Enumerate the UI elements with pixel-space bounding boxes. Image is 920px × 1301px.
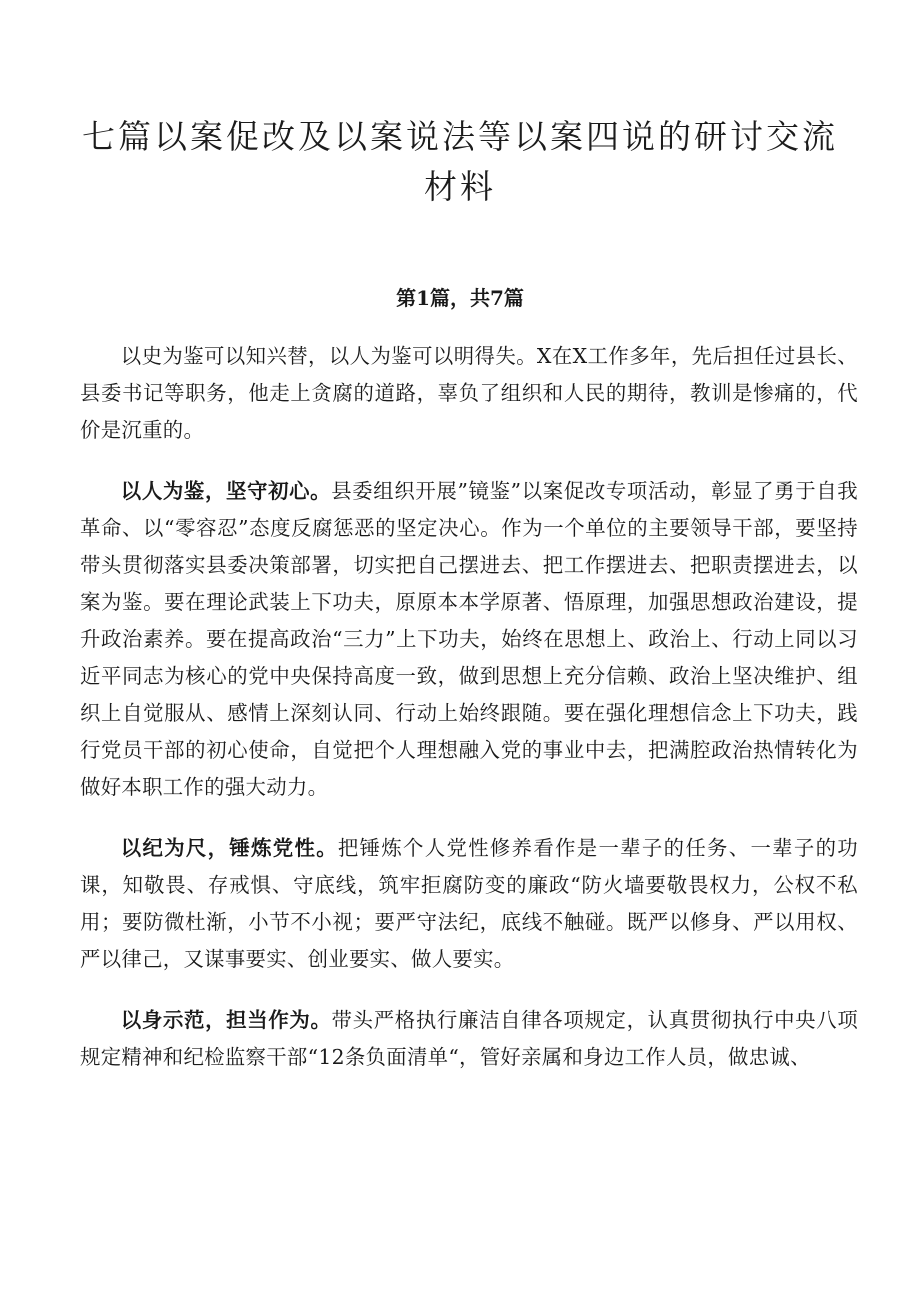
document-title: 七篇以案促改及以案说法等以案四说的研讨交流材料 <box>82 117 838 206</box>
paragraph-keep-original-aspiration <box>80 473 858 806</box>
paragraph-text: 带头严格执行廉洁自律各项规定，认真贯彻执行中央八项规定精神和纪检监察干部“12条负面清单“，管好亲属和身边工作人员，做忠诚、 <box>80 1008 859 1069</box>
paragraph-lead: 以人为鉴，坚守初心。 <box>120 479 332 503</box>
paragraph-lead: 以纪为尺，锤炼党性。 <box>120 836 338 860</box>
paragraph-lead-by-example <box>80 1002 858 1076</box>
paragraph-lead: 以身示范，担当作为。 <box>120 1008 332 1032</box>
paragraph-text: 把锤炼个人党性修养看作是一辈子的任务、一辈子的功课，知敬畏、存戒惧、守底线，筑牢拒腐防变的廉政“防火墙要敬畏权力，公权不私用；要防微杜渐，小节不小视；要严守法纪，底线不触碰。既严以修身、严以用权、严以律己，又谋事要实、创业要实、做人要实。 <box>80 836 858 971</box>
paragraph-text: 以史为鉴可以知兴替，以人为鉴可以明得失。X在X工作多年，先后担任过县长、县委书记等职务，他走上贪腐的道路，辜负了组织和人民的期待，教训是惨痛的，代价是沉重的。 <box>80 344 858 442</box>
document-body <box>80 338 858 1100</box>
paragraph-text: 县委组织开展”镜鉴”以案促改专项活动，彰显了勇于自我革命、以“零容忍”态度反腐惩恶的坚定决心。作为一个单位的主要领导干部，要坚持带头贯彻落实县委决策部署，切实把自己摆进去、把工作摆进去、把职责摆进去，以案为鉴。要在理论武装上下功夫，原原本本学原著、悟原理，加强思想政治建设，提升政治素养。要在提高政治“三力”上下功夫，始终在思想上、政治上、行动上同以习近平同志为核心的党中央保持高度一致，做到思想上充分信赖、政治上坚决维护、组织上自觉服从、感情上深刻认同、行动上始终跟随。要在强化理想信念上下功夫，践行党员干部的初心使命，自觉把个人理想融入党的事业中去，把满腔政治热情转化为做好本职工作的强大动力。 <box>80 479 859 799</box>
paragraph-temper-party-spirit <box>80 830 858 978</box>
section-subtitle: 第1篇，共7篇 <box>396 286 524 310</box>
paragraph-intro <box>80 338 858 449</box>
